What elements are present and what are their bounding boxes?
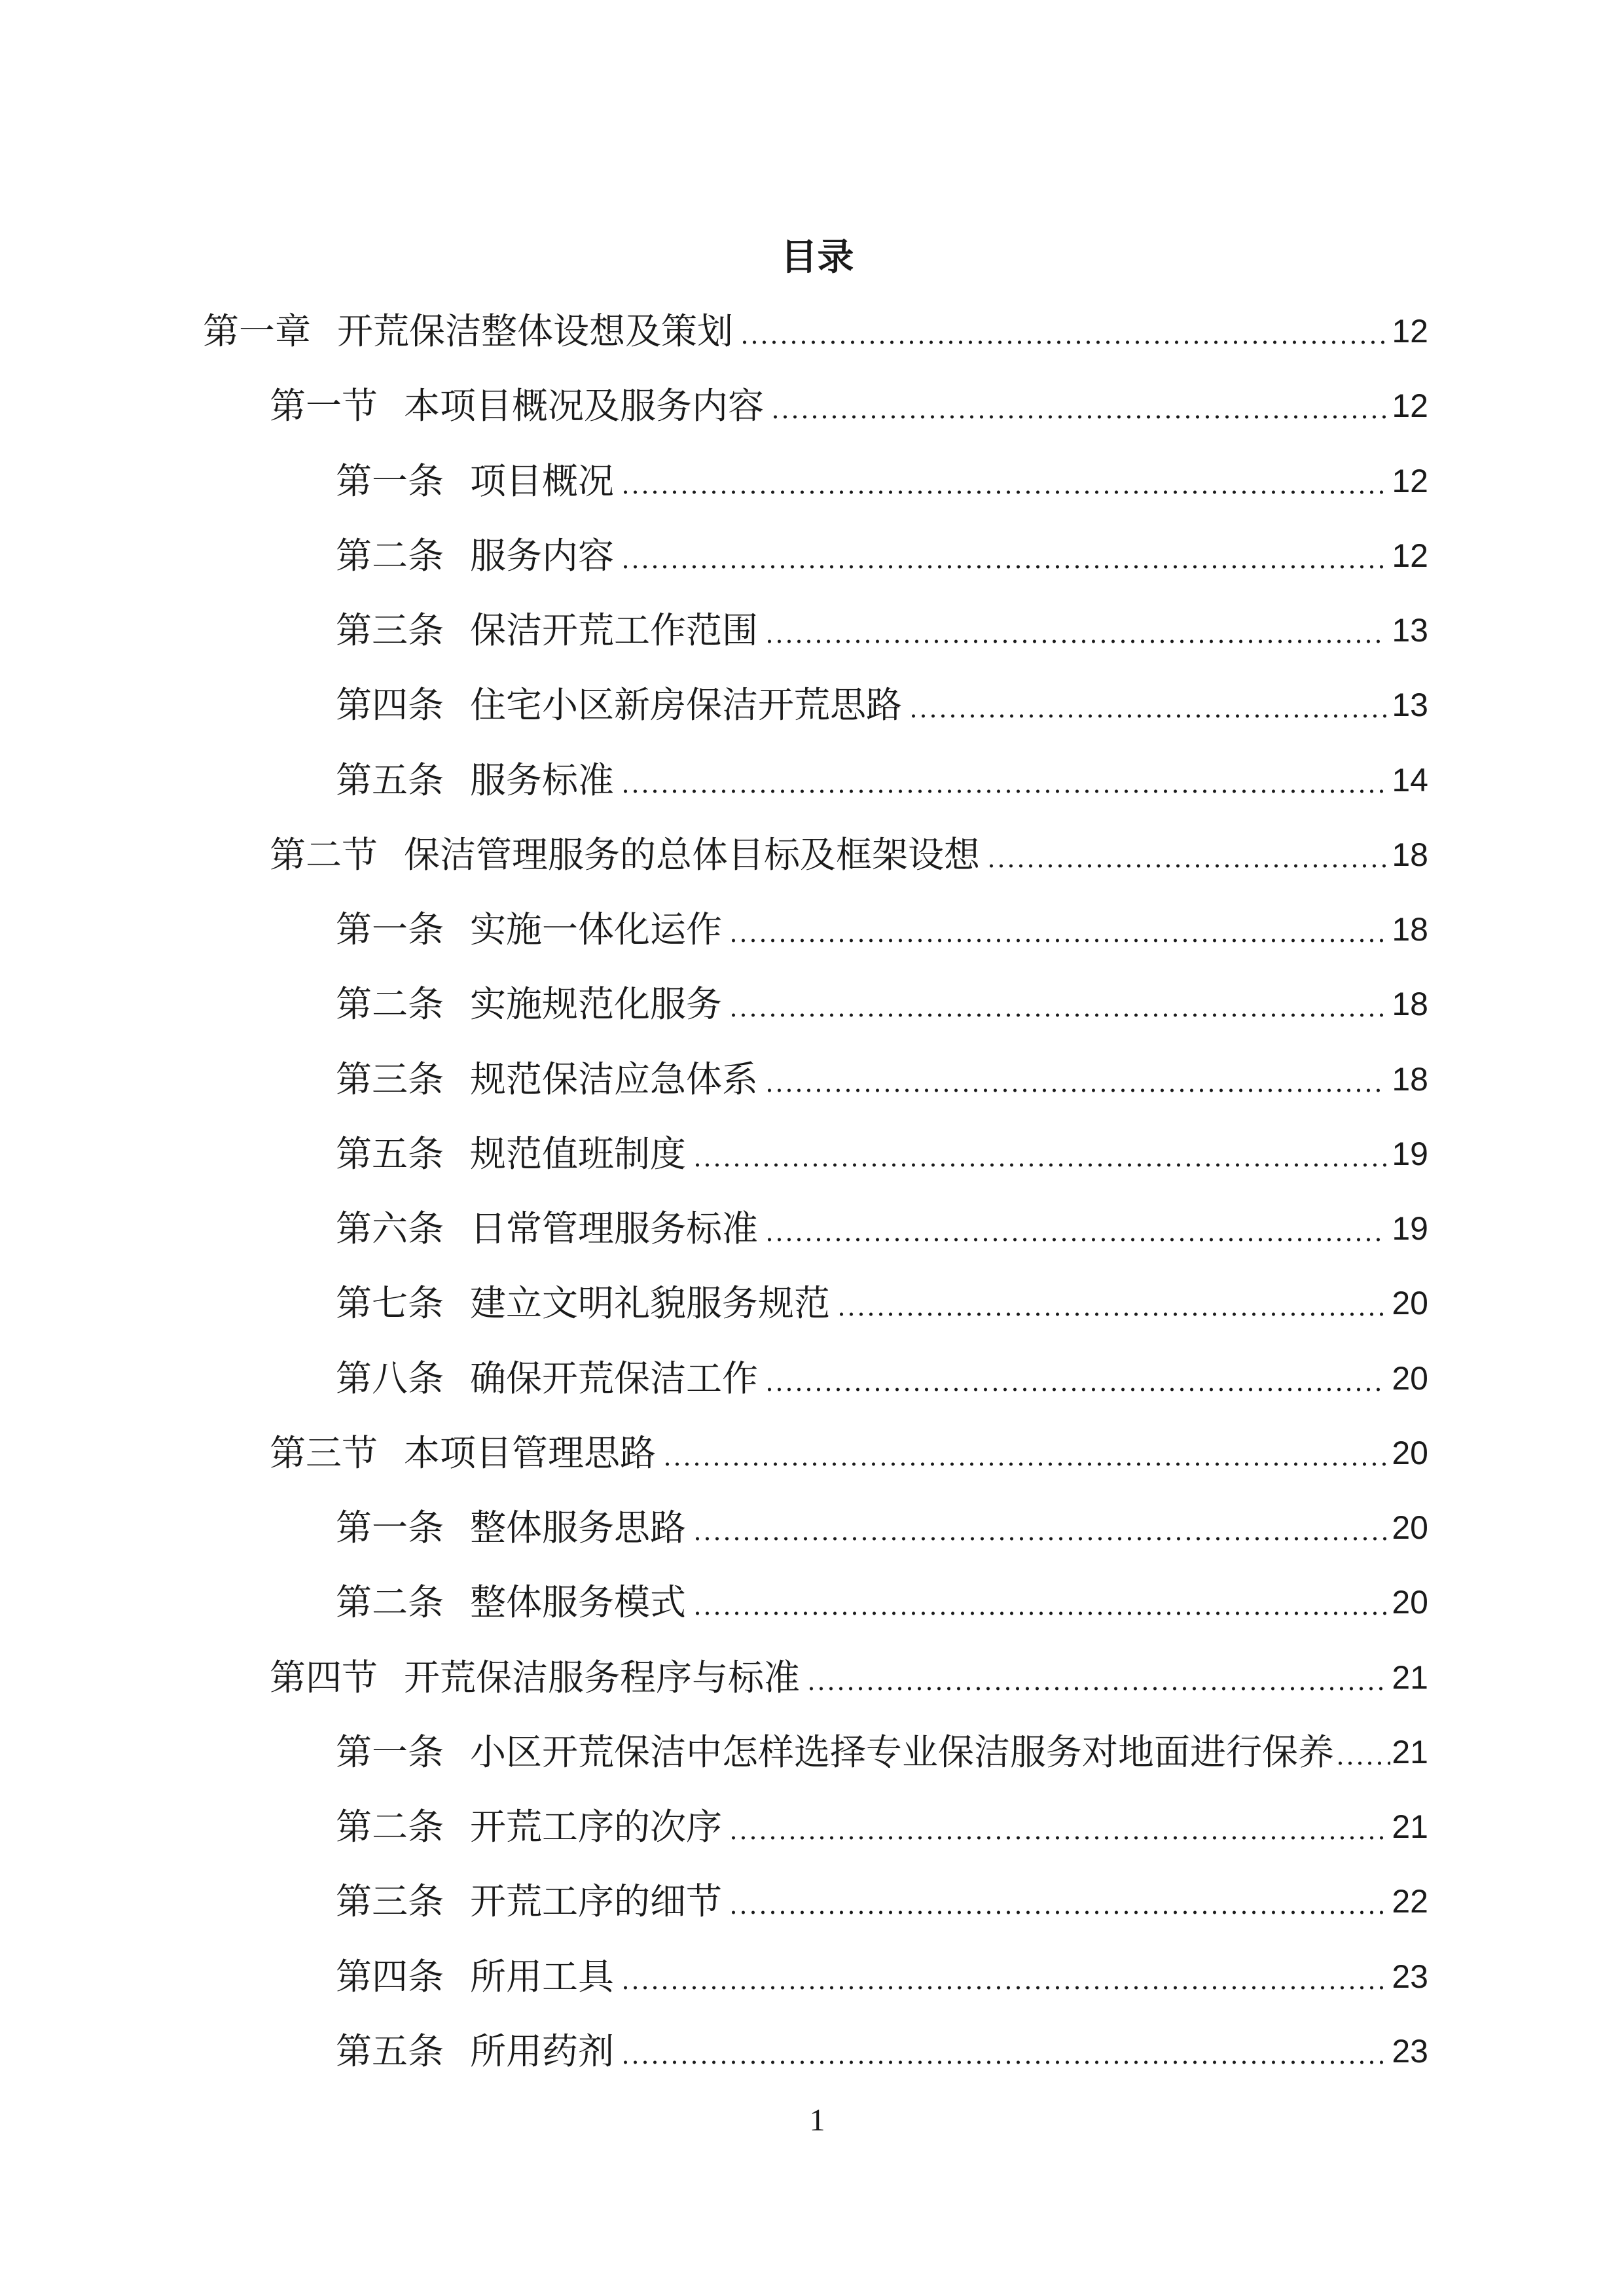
toc-entry-article [203,1117,1428,1191]
entry-number: 第四节 [270,1656,378,1698]
entry-title: 保洁管理服务的总体目标及框架设想 [404,833,981,876]
entry-page-number: 20 [1392,1509,1428,1546]
dot-leader [765,1388,1386,1391]
toc-entry-article [203,668,1428,742]
dot-leader [662,1462,1386,1466]
entry-title: 规范值班制度 [470,1132,687,1175]
entry-title: 开荒保洁整体设想及策划 [337,310,734,352]
entry-page-number: 20 [1392,1359,1428,1397]
entry-title: 实施规范化服务 [470,983,723,1026]
entry-number: 第三条 [336,1880,444,1923]
dot-leader [765,639,1386,643]
toc-entry-article [203,1864,1428,1939]
entry-page-number: 23 [1392,1958,1428,1995]
toc-entry-section [203,1640,1428,1715]
dot-leader [621,565,1386,569]
dot-leader [765,1088,1386,1092]
entry-page-number: 12 [1392,537,1428,574]
entry-page-number: 20 [1392,1584,1428,1621]
dot-leader [693,1163,1386,1167]
entry-page-number: 23 [1392,2032,1428,2070]
table-of-contents [203,294,1428,2089]
entry-number: 第一条 [336,1731,444,1773]
entry-page-number: 12 [1392,313,1428,350]
entry-title: 规范保洁应急体系 [470,1058,759,1100]
entry-title: 住宅小区新房保洁开荒思路 [470,684,903,726]
entry-number: 第一条 [336,1507,444,1549]
entry-number: 第一条 [336,459,444,502]
entry-title: 开荒保洁服务程序与标准 [404,1656,801,1698]
toc-entry-article [203,1490,1428,1565]
entry-page-number: 21 [1392,1733,1428,1770]
entry-title: 开荒工序的细节 [470,1880,723,1923]
entry-number: 第一节 [270,385,378,427]
entry-page-number: 14 [1392,761,1428,798]
dot-leader [909,714,1386,718]
entry-title: 建立文明礼貌服务规范 [470,1282,831,1325]
dot-leader [621,1986,1386,1990]
toc-entry-article [203,1266,1428,1340]
entry-number: 第二条 [336,1581,444,1624]
entry-number: 第二条 [336,534,444,577]
entry-page-number: 18 [1392,986,1428,1023]
toc-entry-article [203,967,1428,1041]
entry-title: 本项目概况及服务内容 [404,385,765,427]
toc-entry-article [203,1191,1428,1266]
entry-number: 第一条 [336,908,444,950]
entry-number: 第二条 [336,1806,444,1848]
entry-title: 确保开荒保洁工作 [470,1357,759,1399]
toc-entry-article [203,1789,1428,1864]
entry-page-number: 19 [1392,1210,1428,1247]
dot-leader [729,939,1386,942]
toc-entry-article [203,1939,1428,2014]
dot-leader [693,1537,1386,1541]
entry-number: 第二条 [336,983,444,1026]
dot-leader [837,1312,1386,1316]
dot-leader [740,340,1386,344]
entry-page-number: 13 [1392,687,1428,724]
dot-leader [621,490,1386,494]
entry-title: 保洁开荒工作范围 [470,609,759,651]
toc-entry-article [203,2014,1428,2089]
toc-entry-section [203,817,1428,892]
dot-leader [765,1238,1386,1242]
toc-entry-article [203,1341,1428,1416]
entry-number: 第三条 [336,609,444,651]
toc-entry-article [203,593,1428,668]
entry-page-number: 20 [1392,1434,1428,1471]
toc-entry-section [203,1416,1428,1490]
entry-title: 整体服务思路 [470,1507,687,1549]
toc-title: 目录 [780,236,854,279]
toc-entry-article [203,444,1428,518]
dot-leader [729,1836,1386,1840]
toc-entry-article [203,1715,1428,1789]
entry-title: 服务标准 [470,759,615,801]
entry-number: 第八条 [336,1357,444,1399]
entry-title: 本项目管理思路 [404,1431,657,1474]
entry-page-number: 18 [1392,836,1428,873]
entry-page-number: 18 [1392,911,1428,948]
entry-page-number: 21 [1392,1659,1428,1696]
entry-number: 第六条 [336,1208,444,1249]
entry-page-number: 13 [1392,612,1428,649]
entry-page-number: 12 [1392,462,1428,499]
entry-page-number: 20 [1392,1285,1428,1322]
toc-entry-article [203,1565,1428,1640]
entry-title: 小区开荒保洁中怎样选择专业保洁服务对地面进行保养 [470,1731,1335,1773]
entry-title: 服务内容 [470,534,615,577]
entry-number: 第五条 [336,759,444,801]
entry-title: 所用工具 [470,1955,615,1998]
entry-number: 第一章 [203,310,312,352]
entry-title: 项目概况 [470,459,615,502]
entry-page-number: 22 [1392,1883,1428,1920]
dot-leader [806,1687,1386,1691]
page-number: 1 [809,2103,825,2138]
dot-leader [693,1611,1386,1615]
entry-title: 日常管理服务标准 [470,1208,759,1249]
toc-entry-article [203,518,1428,593]
entry-number: 第五条 [336,2030,444,2072]
entry-number: 第三节 [270,1431,378,1474]
entry-number: 第四条 [336,684,444,726]
dot-leader [1335,1761,1390,1765]
dot-leader [770,415,1386,419]
dot-leader [986,864,1386,868]
entry-title: 所用药剂 [470,2030,615,2072]
entry-number: 第四条 [336,1955,444,1998]
toc-entry-article [203,743,1428,817]
entry-number: 第三条 [336,1058,444,1100]
toc-entry-chapter [203,294,1428,368]
dot-leader [621,789,1386,793]
entry-number: 第七条 [336,1282,444,1325]
entry-page-number: 18 [1392,1060,1428,1098]
entry-title: 整体服务模式 [470,1581,687,1624]
toc-entry-article [203,892,1428,967]
dot-leader [621,2060,1386,2064]
entry-page-number: 21 [1392,1808,1428,1845]
entry-page-number: 12 [1392,387,1428,425]
toc-entry-section [203,368,1428,443]
entry-number: 第五条 [336,1132,444,1175]
entry-page-number: 19 [1392,1135,1428,1172]
toc-entry-article [203,1042,1428,1117]
entry-title: 开荒工序的次序 [470,1806,723,1848]
entry-title: 实施一体化运作 [470,908,723,950]
dot-leader [729,1013,1386,1017]
entry-number: 第二节 [270,833,378,876]
dot-leader [729,1910,1386,1914]
